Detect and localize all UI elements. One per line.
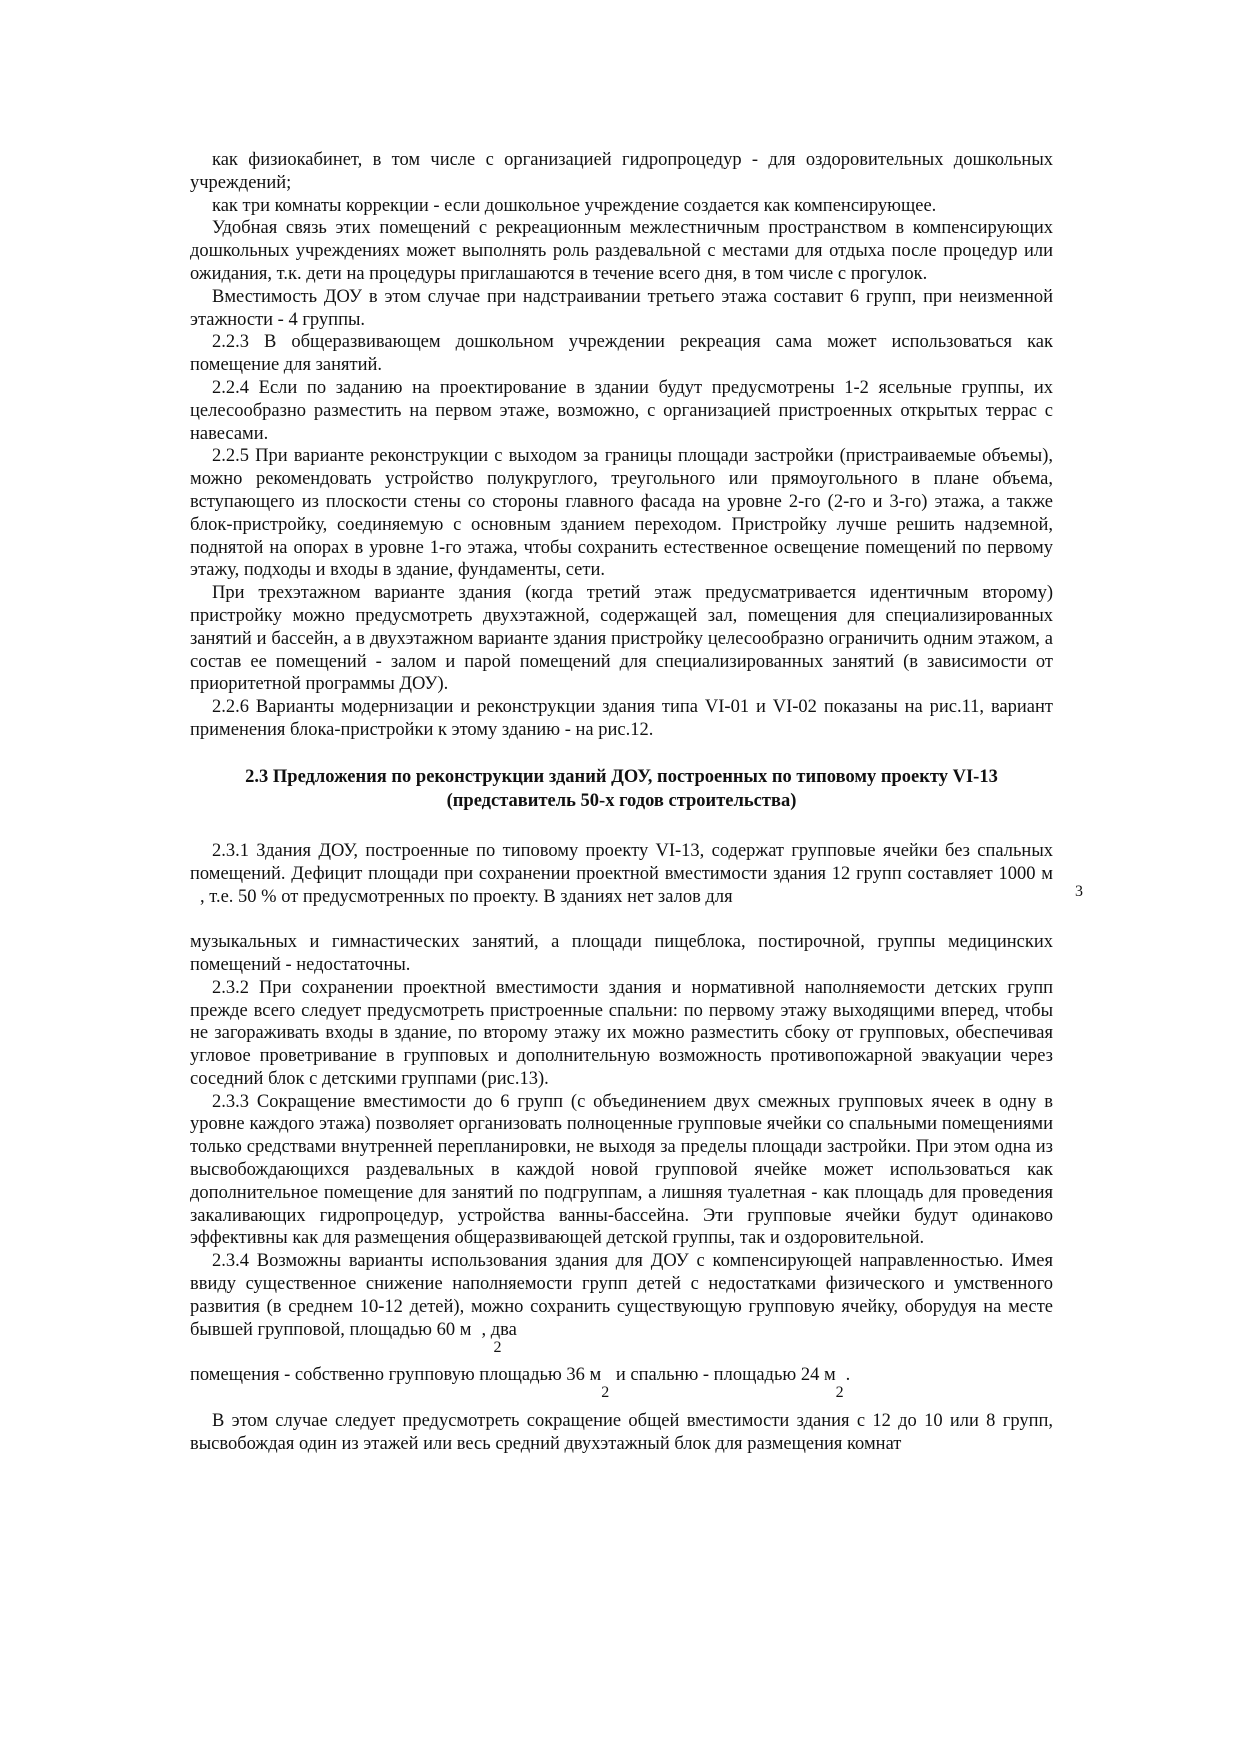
paragraph-2-3-1: 2.3.1 Здания ДОУ, построенные по типовому проекту VI-13, содержат групповые ячейки без спальных помещений. Дефицит площади при сохранении проектной вместимости здания 12 групп составляет 1000 м3, т.е. 50 % от предусмотренных по проекту. В зданиях нет залов для: [190, 840, 1083, 908]
paragraph-2-2-6: 2.2.6 Варианты модернизации и реконструкции здания типа VI-01 и VI-02 показаны на рис.11, вариант применения блока-пристройки к этому зданию - на рис.12.: [190, 697, 1053, 740]
section-heading-line-2: (представитель 50-х годов строительства): [446, 790, 797, 811]
paragraph-text: 2.3.4 Возможны варианты использования здания для ДОУ с компенсирующей направленностью. Имея ввиду существенное снижение наполняемости групп детей с недостатками физического и умственного развития (в среднем 10-12 детей), можно сохранить существующую групповую ячейку, оборудуя на месте бывшей групповой, площадью 60 м: [190, 1251, 1053, 1340]
paragraph-2-2-3: 2.2.3 В общеразвивающем дошкольном учреждении рекреация сама может использоваться как помещение для занятий.: [190, 332, 1053, 376]
paragraph: В этом случае следует предусмотреть сокращение общей вместимости здания с 12 до 10 или 8 групп, высвобождая один из этажей или весь средний двухэтажный блок для размещения комнат: [190, 1411, 1053, 1455]
paragraph: При трехэтажном варианте здания (когда третий этаж предусматривается идентичным второму) пристройку можно предусмотреть двухэтажной, содержащей зал, помещения для специализированных занятий и бассейн, а в двухэтажном варианте здания пристройку целесообразно ограничить одним этажом, а состав ее помещений - залом и парой помещений для специализированных занятий (в зависимости от приоритетной программы ДОУ).: [190, 583, 1053, 695]
paragraph-2-3-3: 2.3.3 Сокращение вместимости до 6 групп (с объединением двух смежных групповых ячеек в одну в уровне каждого этажа) позволяет организовать полноценные групповые ячейки со спальными помещениями только средствами внутренней перепланировки, не выходя за пределы площади застройки. При этом одна из высвобождающихся раздевальных в каждой новой групповой ячейке может использоваться как дополнительное помещение для занятий по подгруппам, а лишняя туалетная - как площадь для проведения закаливающих гидропроцедур, устройства ванны-бассейна. Эти групповые ячейки будут одинаково эффективны как для размещения общеразвивающей детской группы, так и оздоровительной.: [190, 1091, 1053, 1249]
paragraph-continuation: музыкальных и гимнастических занятий, а площади пищеблока, постирочной, группы медицинских помещений - недостаточны.: [190, 932, 1053, 975]
paragraph: Удобная связь этих помещений с рекреационным межлестничным пространством в компенсирующих дошкольных учреждениях может выполнять роль раздевальной с местами для отдыха после процедур или ожидания, т.к. дети на процедуры приглашаются в течение всего дня, в том числе с прогулок.: [190, 218, 1053, 284]
paragraph-text: , т.е. 50 % от предусмотренных по проекту. В зданиях нет залов для: [200, 887, 733, 908]
section-heading-2-3: [190, 765, 1053, 813]
paragraph-text: и спальню - площадью 24 м: [611, 1365, 836, 1386]
paragraph-text: помещения - собственно групповую площадью 36 м: [190, 1365, 602, 1386]
paragraph-text: .: [845, 1365, 851, 1386]
paragraph-text: 2.3.1 Здания ДОУ, построенные по типовому проекту VI-13, содержат групповые ячейки без спальных помещений. Дефицит площади при сохранении проектной вместимости здания 12 групп составляет 1000 м: [190, 840, 1053, 884]
spacer: [190, 1388, 1053, 1410]
paragraph-2-3-2: 2.3.2 При сохранении проектной вместимости здания и нормативной наполняемости детских групп прежде всего следует предусмотреть пристроенные спальни: по первому этажу выходящими вперед, чтобы не загораживать входы в здание, по второму этажу их можно разместить сбоку от групповых, обеспечивая угловое проветривание в групповых и дополнительную возможность противопожарной эвакуации через соседний блок с детскими группами (рис.13).: [190, 977, 1053, 1089]
paragraph: как физиокабинет, в том числе с организацией гидропроцедур - для оздоровительных дошкольных учреждений;: [190, 150, 1053, 193]
paragraph-2-3-4: 2.3.4 Возможны варианты использования здания для ДОУ с компенсирующей направленностью. Имея ввиду существенное снижение наполняемости групп детей с недостатками физического и умственного развития (в среднем 10-12 детей), можно сохранить существующую групповую ячейку, оборудуя на месте бывшей групповой, площадью 60 м2, два: [190, 1251, 1053, 1356]
paragraph-text: , два: [481, 1319, 517, 1340]
paragraph-2-2-5: 2.2.5 При варианте реконструкции с выходом за границы площади застройки (пристраиваемые объемы), можно рекомендовать устройство полукруглого, треугольного или прямоугольного в плане объема, вступающего из плоскости стены со стороны главного фасада на уровне 2-го (2-го и 3-го) этажа, а также блок-пристройку, соединяемую с основным зданием переходом. Пристройку лучше решить надземной, поднятой на опорах в уровне 1-го этажа, чтобы сохранить естественное освещение помещений по первому этажу, подходы и входы в здание, фундаменты, сети.: [190, 446, 1053, 581]
paragraph: Вместимость ДОУ в этом случае при надстраивании третьего этажа составит 6 групп, при неизменной этажности - 4 группы.: [190, 286, 1053, 330]
spacer: [190, 909, 1053, 931]
paragraph-2-2-4: 2.2.4 Если по заданию на проектирование в здании будут предусмотрены 1-2 ясельные группы, их целесообразно разместить на первом этаже, возможно, с организацией пристроенных открытых террас с навесами.: [190, 377, 1053, 444]
document-body: [190, 149, 1083, 1456]
spacer: [190, 1342, 1053, 1364]
section-heading-line-1: 2.3 Предложения по реконструкции зданий ДОУ, построенных по типовому проекту VI-13: [245, 766, 998, 787]
paragraph-continuation: помещения - собственно групповую площадью 36 м2 и спальню - площадью 24 м2.: [190, 1365, 851, 1402]
paragraph: как три комнаты коррекции - если дошкольное учреждение создается как компенсирующее.: [212, 195, 937, 216]
